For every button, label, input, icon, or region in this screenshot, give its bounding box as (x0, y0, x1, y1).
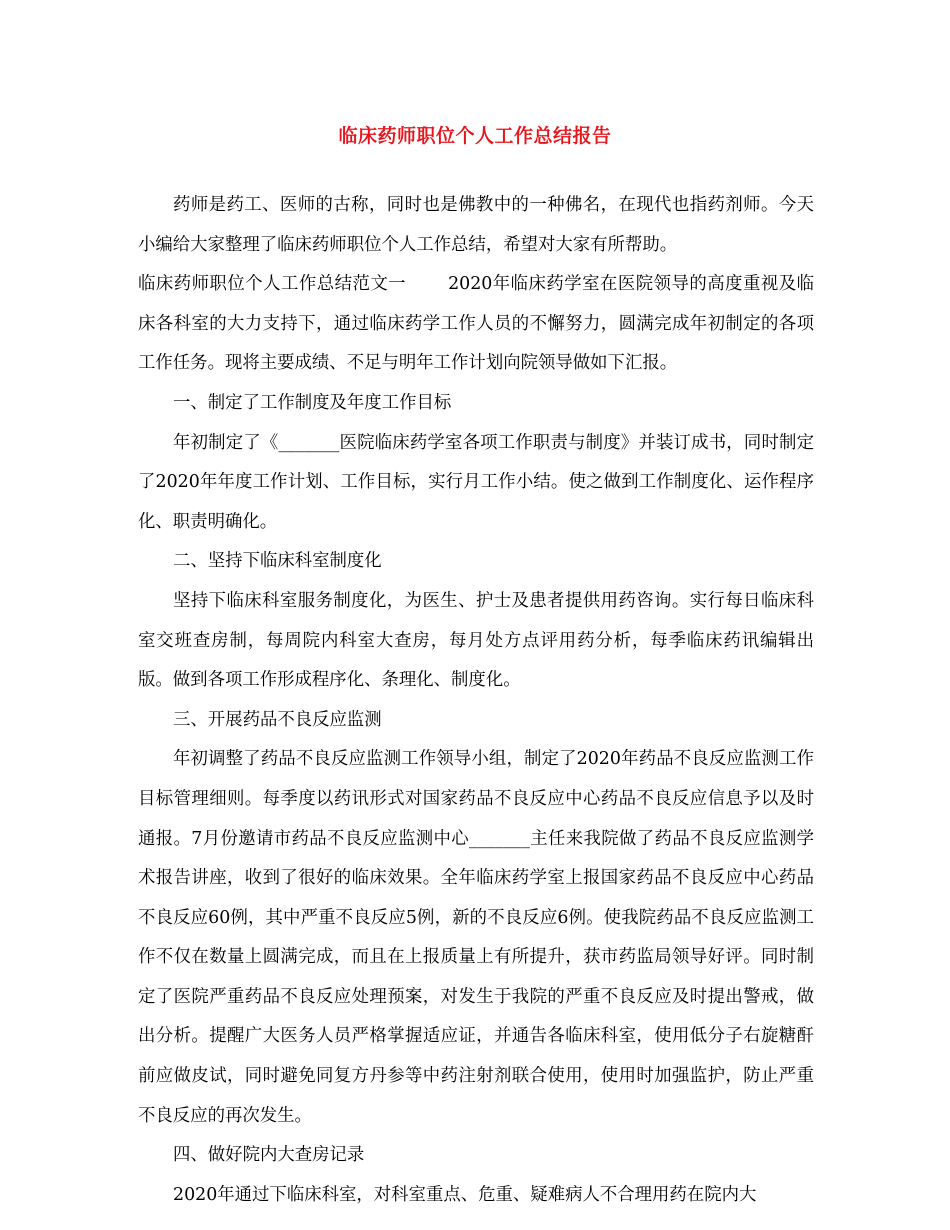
section-body-3: 年初调整了药品不良反应监测工作领导小组，制定了2020年药品不良反应监测工作目标管理细则。每季度以药讯形式对国家药品不良反应中心药品不良反应信息予以及时通报。7月份邀请市药品不良反应监测中心_______主任来我院做了药品不良反应监测学术报告讲座，收到了很好的临床效果。全年临床药学室上报国家药品不良反应中心药品不良反应60例，其中严重不良反应5例，新的不良反应6例。使我院药品不良反应监测工作不仅在数量上圆满完成，而且在上报质量上有所提升，获市药监局领导好评。同时制定了医院严重药品不良反应处理预案，对发生于我院的严重不良反应及时提出警戒，做出分析。提醒广大医务人员严格掌握适应证，并通告各临床科室，使用低分子右旋糖酐前应做皮试，同时避免同复方丹参等中药注射剂联合使用，使用时加强监护，防止严重不良反应的再次发生。 (138, 749, 814, 1126)
section-heading-3: 三、开展药品不良反应监测 (173, 709, 382, 730)
sample-paragraph (138, 265, 814, 384)
sample-intro: 2020年临床药学室在医院领导的高度重视及临床各科室的大力支持下，通过临床药学工作人员的不懈努力，圆满完成年初制定的各项工作任务。现将主要成绩、不足与明年工作计划向院领导做如下汇报。 (138, 274, 814, 374)
section-heading-4: 四、做好院内大查房记录 (173, 1145, 365, 1166)
intro-paragraph: 药师是药工、医师的古称，同时也是佛教中的一种佛名，在现代也指药剂师。今天小编给大家整理了临床药师职位个人工作总结，希望对大家有所帮助。 (138, 195, 814, 255)
section-body-2: 坚持下临床科室服务制度化，为医生、护士及患者提供用药咨询。实行每日临床科室交班查房制，每周院内科室大查房，每月处方点评用药分析，每季临床药讯编辑出版。做到各项工作形成程序化、条理化、制度化。 (138, 590, 814, 691)
section-heading-1: 一、制定了工作制度及年度工作目标 (173, 392, 452, 413)
section-body-1: 年初制定了《_______医院临床药学室各项工作职责与制度》并装订成书，同时制定了2020年年度工作计划、工作目标，实行月工作小结。使之做到工作制度化、运作程序化、职责明确化。 (138, 432, 814, 532)
section-body-4: 2020年通过下临床科室，对科室重点、危重、疑难病人不合理用药在院内大 (173, 1184, 757, 1205)
document-body (138, 186, 814, 1215)
sample-heading: 临床药师职位个人工作总结范文一 (138, 274, 407, 295)
document-title: 临床药师职位个人工作总结报告 (338, 125, 612, 147)
section-heading-2: 二、坚持下临床科室制度化 (173, 551, 382, 572)
